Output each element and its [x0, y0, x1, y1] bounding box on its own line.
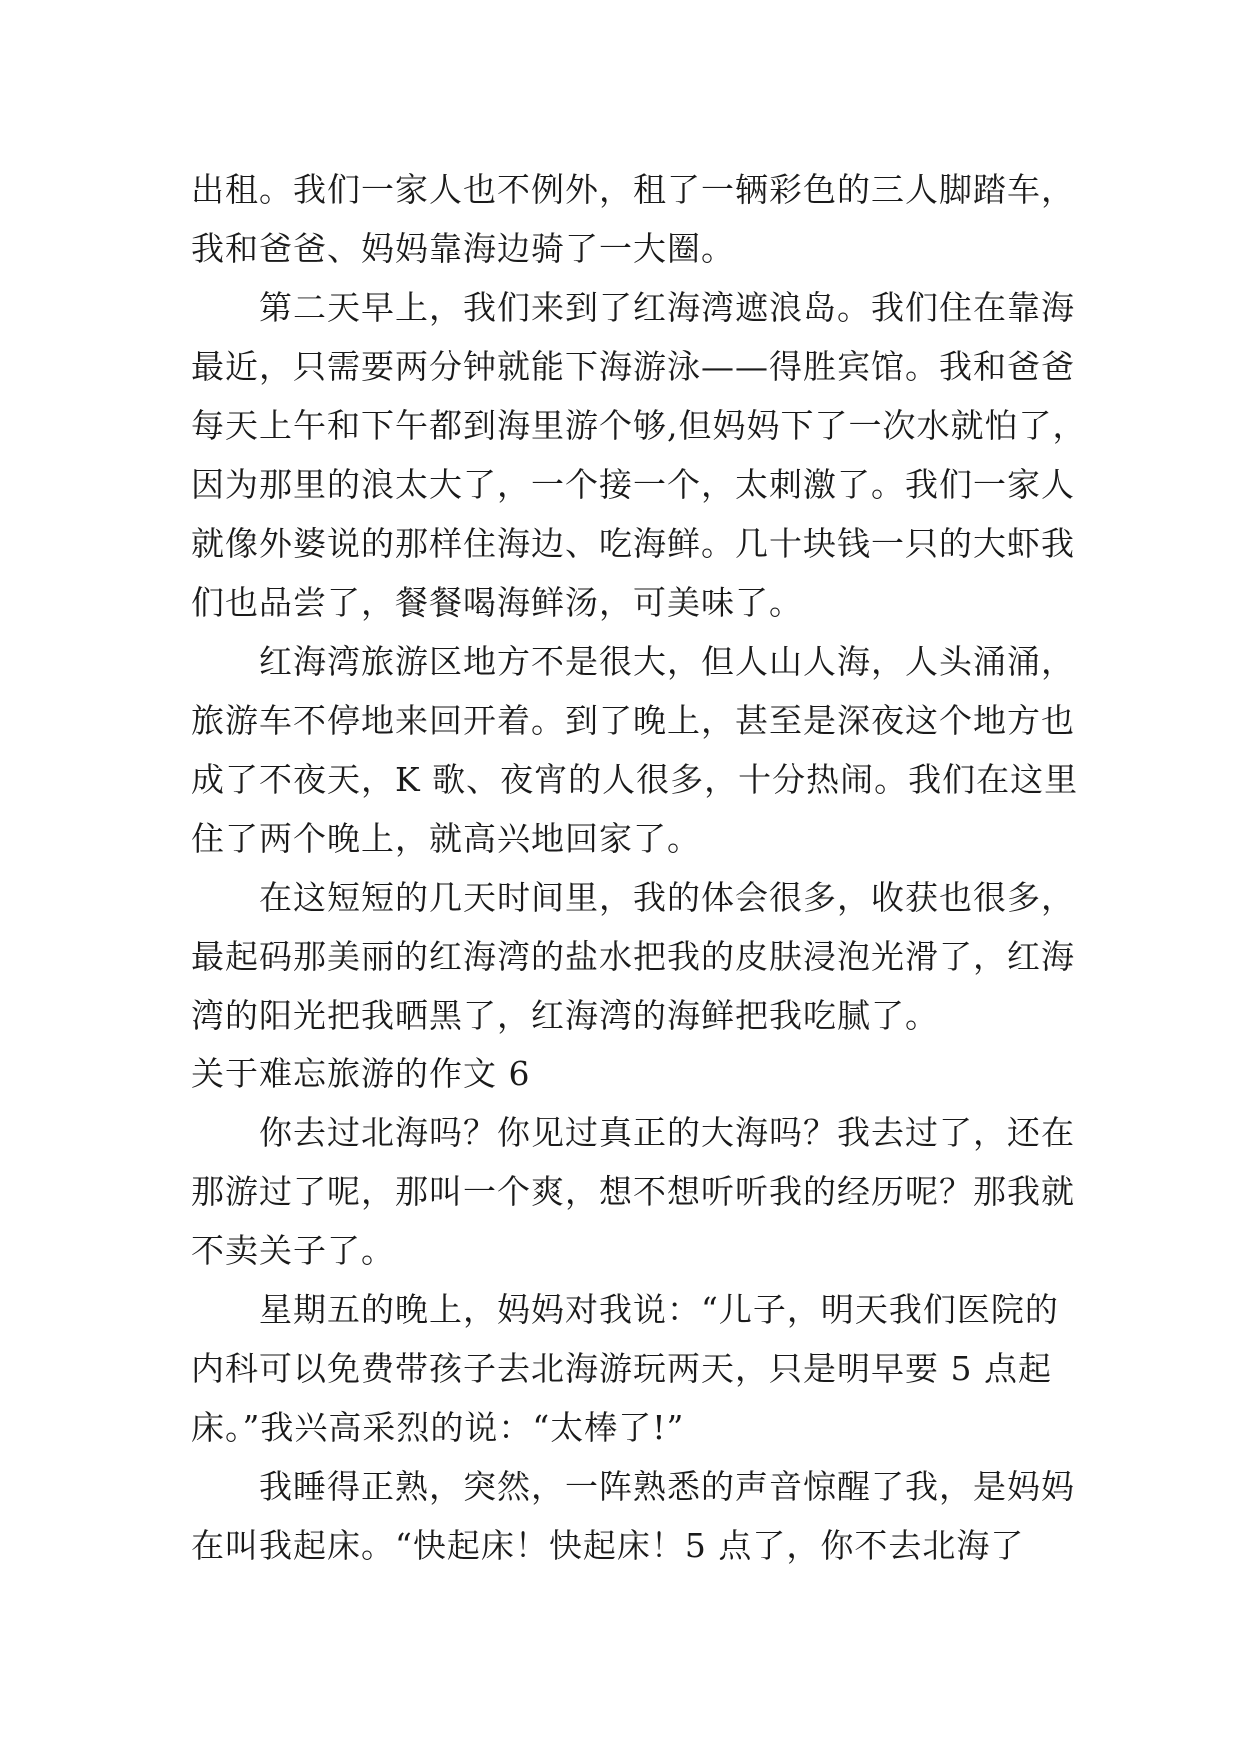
- text-line: 出租。我们一家人也不例外，租了一辆彩色的三人脚踏车，: [191, 170, 1075, 209]
- text-line: 住了两个晚上，就高兴地回家了。: [191, 819, 701, 858]
- text-line: 每天上午和下午都到海里游个够,但妈妈下了一次水就怕了，: [191, 406, 1087, 445]
- text-line: 星期五的晚上，妈妈对我说：“儿子，明天我们医院的: [259, 1290, 1059, 1329]
- text-line: 床。”我兴高采烈的说：“太棒了!”: [191, 1408, 685, 1447]
- text-line: 内科可以免费带孩子去北海游玩两天，只是明早要 5 点起: [191, 1349, 1052, 1388]
- text-line: 因为那里的浪太大了，一个接一个，太刺激了。我们一家人: [191, 465, 1075, 504]
- text-line: 们也品尝了，餐餐喝海鲜汤，可美味了。: [191, 583, 803, 622]
- text-line: 在叫我起床。“快起床！快起床！5 点了，你不去北海了: [191, 1526, 1025, 1565]
- text-line: 那游过了呢，那叫一个爽，想不想听听我的经历呢？那我就: [191, 1172, 1075, 1211]
- text-line: 红海湾旅游区地方不是很大，但人山人海，人头涌涌，: [259, 642, 1075, 681]
- text-line: 就像外婆说的那样住海边、吃海鲜。几十块钱一只的大虾我: [191, 524, 1075, 563]
- text-line: 成了不夜天，K 歌、夜宵的人很多，十分热闹。我们在这里: [191, 760, 1079, 799]
- text-line: 我睡得正熟，突然，一阵熟悉的声音惊醒了我，是妈妈: [259, 1467, 1075, 1506]
- text-line: 湾的阳光把我晒黑了，红海湾的海鲜把我吃腻了。: [191, 996, 939, 1035]
- text-line: 不卖关子了。: [191, 1231, 395, 1270]
- section-heading: 关于难忘旅游的作文 6: [191, 1054, 531, 1093]
- text-line: 在这短短的几天时间里，我的体会很多，收获也很多，: [259, 878, 1075, 917]
- text-line: 旅游车不停地来回开着。到了晚上，甚至是深夜这个地方也: [191, 701, 1075, 740]
- text-line: 我和爸爸、妈妈靠海边骑了一大圈。: [191, 229, 735, 268]
- text-line: 你去过北海吗？你见过真正的大海吗？我去过了，还在: [259, 1113, 1075, 1152]
- text-line: 最起码那美丽的红海湾的盐水把我的皮肤浸泡光滑了，红海: [191, 937, 1075, 976]
- essay-text: [191, 160, 1087, 1575]
- text-line: 最近，只需要两分钟就能下海游泳——得胜宾馆。我和爸爸: [191, 347, 1075, 386]
- text-line: 第二天早上，我们来到了红海湾遮浪岛。我们住在靠海: [259, 288, 1075, 327]
